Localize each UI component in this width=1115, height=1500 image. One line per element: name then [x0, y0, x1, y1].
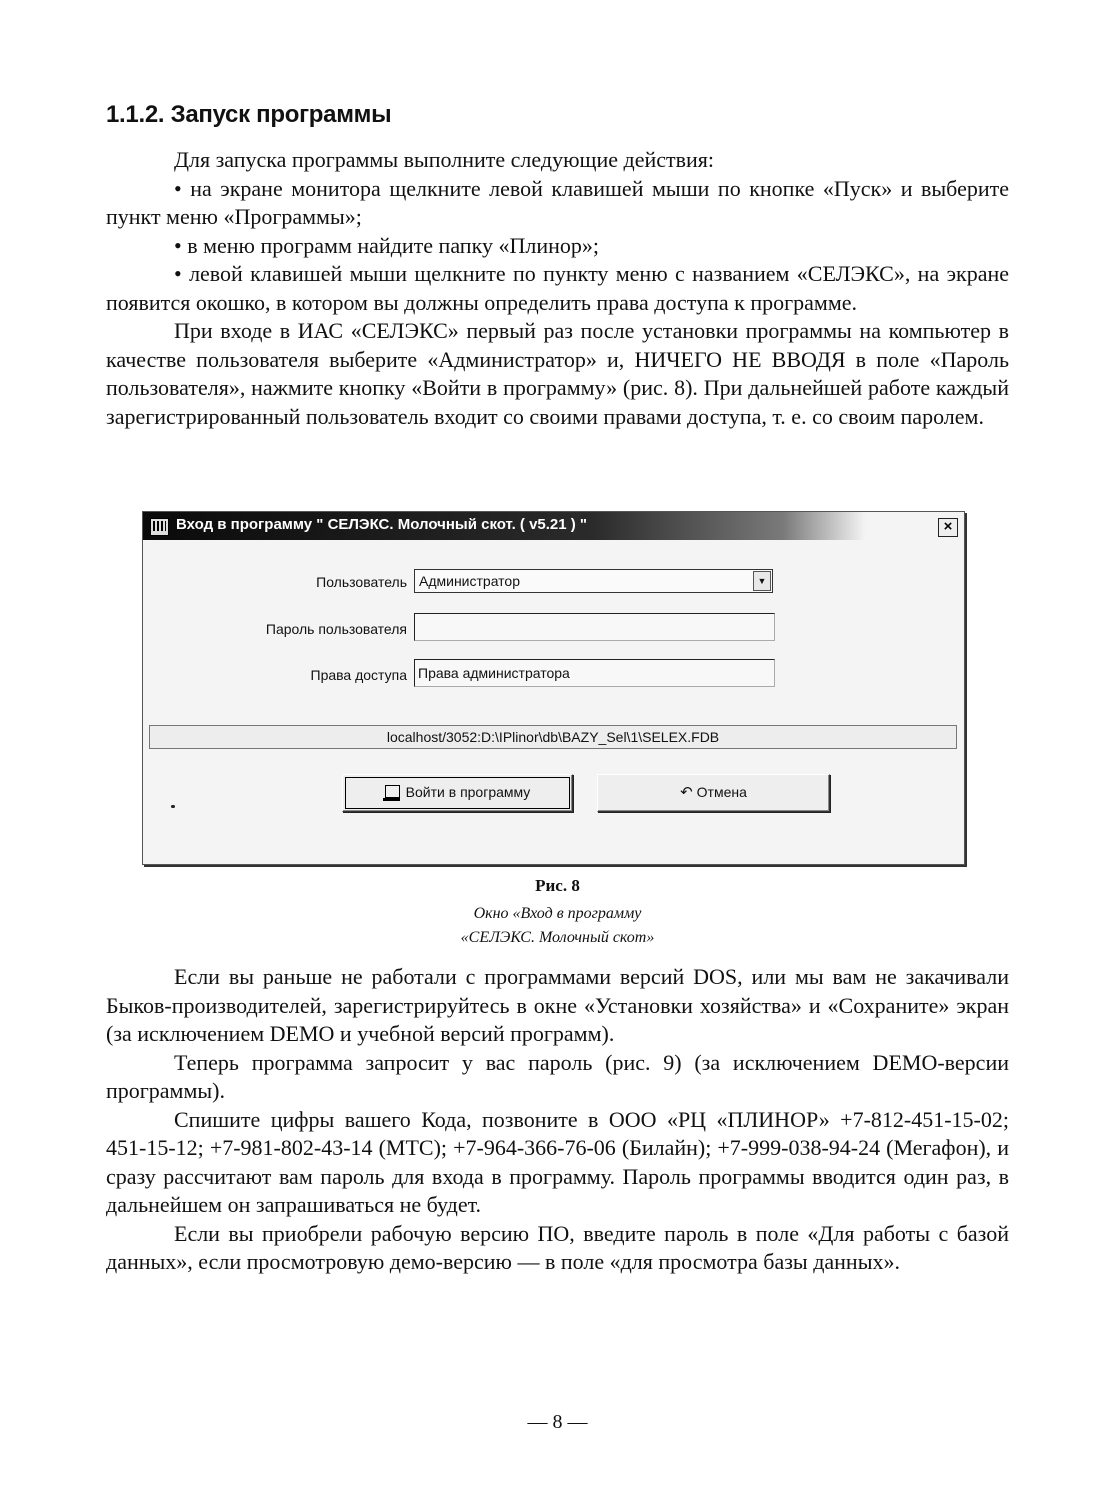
figure-number: Рис. 8: [535, 876, 580, 895]
user-label: Пользователь: [316, 574, 407, 590]
bullet-item: • на экране монитора щелкните левой клавишей мыши по кнопке «Пуск» и выберите пункт меню «Программы»;: [106, 175, 1009, 232]
cancel-button-label: Отмена: [696, 784, 747, 800]
rights-value: Права администратора: [418, 665, 570, 681]
app-icon: [150, 518, 169, 536]
bullet-item: • в меню программ найдите папку «Плинор»;: [106, 232, 1009, 261]
password-label: Пароль пользователя: [265, 621, 407, 637]
mouse-pointer-mark: [171, 805, 175, 808]
section-heading: 1.1.2. Запуск программы: [106, 101, 392, 128]
paragraph: Если вы приобрели рабочую версию ПО, введите пароль в поле «Для работы с базой данных», если просмотровую демо-версию — в поле «для просмотра базы данных».: [106, 1220, 1009, 1274]
dialog-title: Вход в программу " СЕЛЭКС. Молочный скот. ( v5.21 ) ": [176, 516, 588, 533]
dialog-titlebar: [143, 512, 964, 540]
undo-icon: ↶: [680, 784, 693, 801]
login-button-label: Войти в программу: [405, 784, 531, 800]
paragraph: Для запуска программы выполните следующие действия:: [174, 147, 714, 172]
paragraph: Теперь программа запросит у вас пароль (рис. 9) (за исключением DEMO-версии программы).: [106, 1049, 1009, 1103]
rights-field[interactable]: [414, 659, 775, 687]
db-path-status: localhost/3052:D:\IPlinor\db\BAZY_Sel\1\SELEX.FDB: [149, 725, 957, 749]
rights-label: Права доступа: [310, 667, 407, 683]
paragraph: Спишите цифры вашего Кода, позвоните в ООО «РЦ «ПЛИНОР» +7-812-451-15-02; 451-15-12; +7-981-802-43-14 (МТС); +7-964-366-76-06 (Билайн); +7-999-038-94-24 (Мегафон), и сразу рассчитают вам пароль для входа в программу. Пароль программы вводится один раз, в дальнейшем он запрашиваться не будет.: [106, 1106, 1009, 1217]
outro-text: [106, 963, 1009, 1277]
intro-text: [106, 146, 1009, 431]
figure-caption: «СЕЛЭКС. Молочный скот»: [460, 929, 655, 946]
chevron-down-icon[interactable]: ▼: [753, 571, 771, 591]
bullet-item: • левой клавишей мыши щелкните по пункту меню с названием «СЕЛЭКС», на экране появится окошко, в котором вы должны определить права доступа к программе.: [106, 260, 1009, 317]
password-input[interactable]: [414, 613, 775, 641]
user-select[interactable]: [414, 569, 773, 593]
cancel-button[interactable]: [597, 774, 830, 812]
page-number: — 8 —: [527, 1411, 588, 1433]
user-select-value: Администратор: [419, 573, 521, 589]
login-button[interactable]: [342, 774, 573, 812]
computer-icon: [385, 785, 400, 798]
login-dialog-screenshot: [142, 511, 965, 865]
figure-caption: Окно «Вход в программу: [473, 905, 642, 922]
paragraph: Если вы раньше не работали с программами версий DOS, или мы вам не закачивали Быков-производителей, зарегистрируйтесь в окне «Установки хозяйства» и «Сохраните» экран (за исключением DEMO и учебной версий программ).: [106, 964, 1009, 1046]
close-button[interactable]: ×: [938, 518, 958, 537]
paragraph: При входе в ИАС «СЕЛЭКС» первый раз после установки программы на компьютер в качестве пользователя выберите «Администратор» и, НИЧЕГО НЕ ВВОДЯ в поле «Пароль пользователя», нажмите кнопку «Войти в программу» (рис. 8). При дальнейшей работе каждый зарегистрированный пользователь входит со своими правами доступа, т. е. со своим паролем.: [106, 318, 1009, 429]
